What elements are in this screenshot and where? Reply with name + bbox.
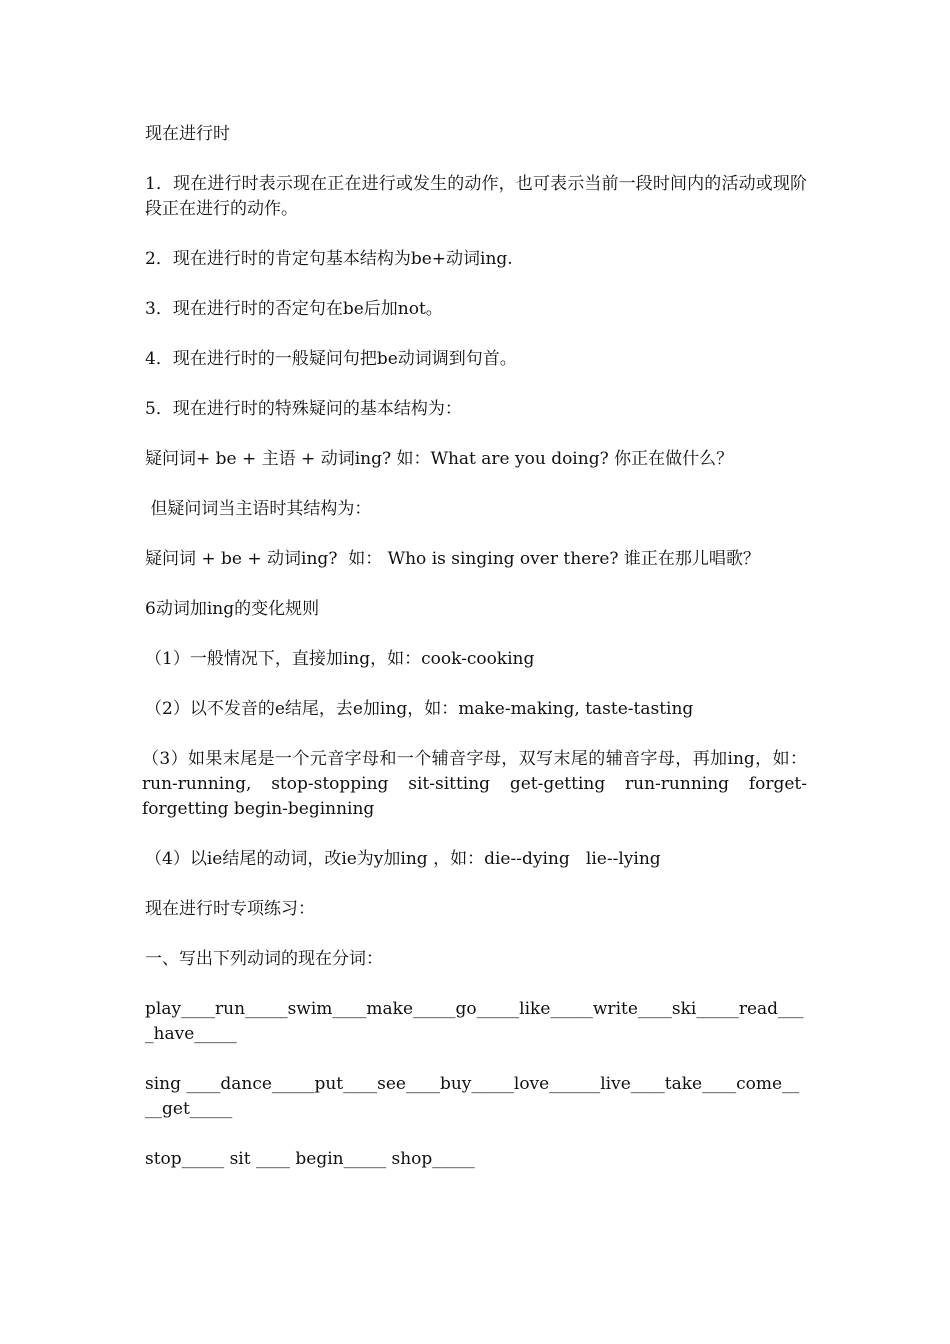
exercise-line-2: sing ____dance_____put____see____buy_____love______live____take____come____get_____: [145, 1074, 800, 1119]
rule-5: 5．现在进行时的特殊疑问的基本结构为：: [145, 399, 462, 419]
ing-rule-4: （4）以ie结尾的动词，改ie为y加ing ，如：die--dying lie--lying: [145, 849, 661, 869]
ing-rule-3: （3）如果末尾是一个元音字母和一个辅音字母，双写末尾的辅音字母，再加ing，如： run-running, stop-stopping sit-sitting get-getting run-running forget-forgetting begin-beginning: [142, 749, 807, 819]
rule-1: 1．现在进行时表示现在正在进行或发生的动作，也可表示当前一段时间内的活动或现阶段正在进行的动作。: [145, 174, 807, 219]
rule-2: 2．现在进行时的肯定句基本结构为be+动词ing.: [145, 249, 513, 269]
practice-title: 现在进行时专项练习：: [145, 899, 315, 919]
exercise-line-3: stop_____ sit ____ begin_____ shop_____: [145, 1149, 475, 1169]
document-title: 现在进行时: [145, 124, 230, 144]
ing-rule-1: （1）一般情况下，直接加ing，如：cook-cooking: [145, 649, 535, 669]
structure-note: 但疑问词当主语时其结构为：: [145, 499, 372, 519]
exercise-title: 一、写出下列动词的现在分词：: [145, 949, 383, 969]
rule-4: 4．现在进行时的一般疑问句把be动词调到句首。: [145, 349, 517, 369]
ing-rule-2: （2）以不发音的e结尾，去e加ing，如：make-making, taste-tasting: [145, 699, 694, 719]
document-page: [142, 122, 807, 1197]
ing-rules-title: 6动词加ing的变化规则: [145, 599, 320, 619]
structure-subject-question: 疑问词 + be + 动词ing? 如： Who is singing over there? 谁正在那儿唱歌？: [145, 549, 760, 569]
rule-3: 3．现在进行时的否定句在be后加not。: [145, 299, 443, 319]
exercise-line-1: play____run_____swim____make_____go_____like_____write____ski_____read____have_____: [145, 999, 804, 1044]
structure-question-word: 疑问词+ be + 主语 + 动词ing? 如：What are you doing? 你正在做什么？: [145, 449, 734, 469]
